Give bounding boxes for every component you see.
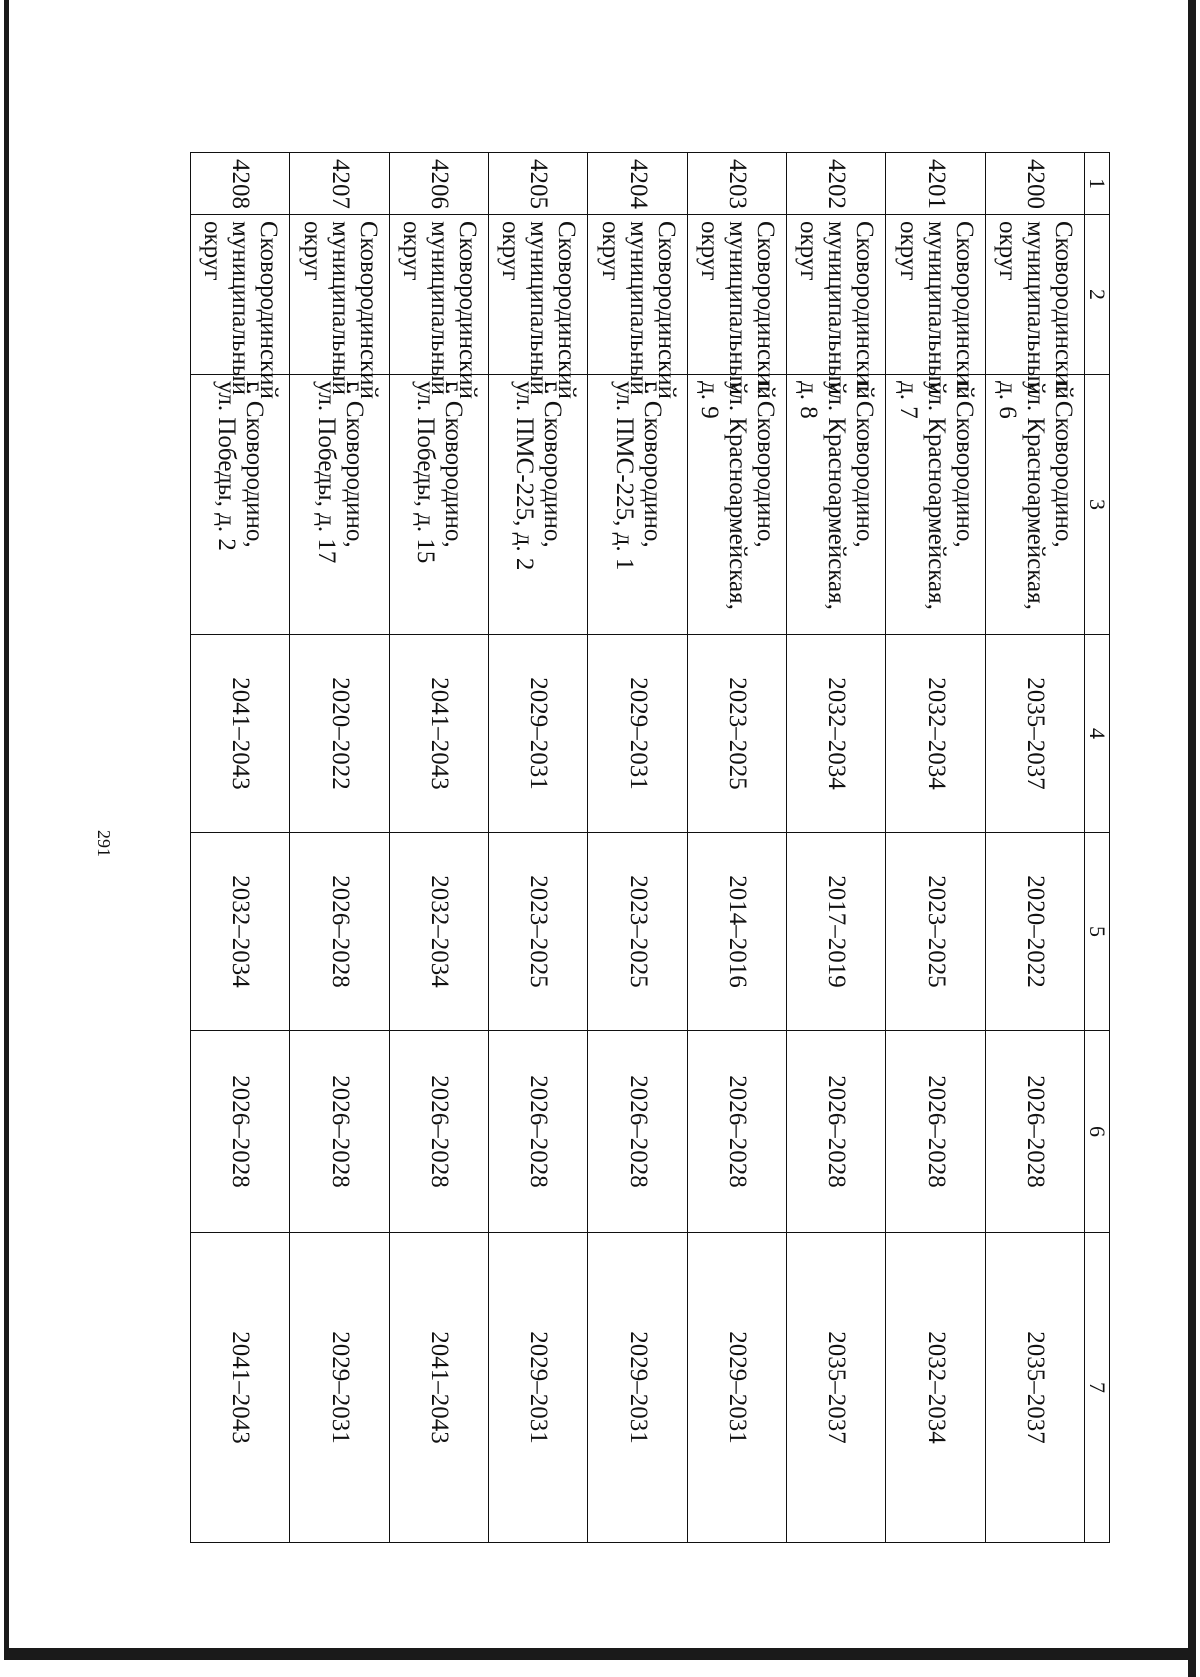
- district-line: округ: [695, 221, 723, 281]
- header-cell-5: 5: [1085, 833, 1110, 1031]
- district-line: Сковородинский: [354, 221, 382, 399]
- header-cell-3: 3: [1085, 375, 1110, 635]
- row-id-cell: 4207: [290, 153, 389, 215]
- period-cell-c4: 2020–2022: [290, 635, 389, 833]
- district-cell: [489, 215, 588, 399]
- district-line: Сковородинский: [652, 221, 680, 399]
- period-cell-c4: 2041–2043: [191, 635, 290, 833]
- table-row: [886, 153, 985, 1543]
- table-row: [985, 153, 1084, 1543]
- header-cell-6: 6: [1085, 1031, 1110, 1233]
- district-line: муниципальный: [922, 221, 950, 395]
- period-cell-c4: 2029–2031: [489, 635, 588, 833]
- period-cell-c6: 2026–2028: [687, 1031, 786, 1233]
- district-line: муниципальный: [823, 221, 851, 395]
- district-line: Сковородинский: [950, 221, 978, 399]
- header-cell-7: 7: [1085, 1233, 1110, 1543]
- address-line: д. 8: [795, 381, 823, 419]
- period-cell-c6: 2026–2028: [489, 1031, 588, 1233]
- address-line: ул. ПМС-225, д. 1: [610, 381, 638, 571]
- address-line: ул. Красноармейская,: [922, 381, 950, 610]
- period-cell-c7: 2032–2034: [886, 1233, 985, 1543]
- district-line: округ: [894, 221, 922, 281]
- district-line: Сковородинский: [751, 221, 779, 399]
- table-row: [290, 153, 389, 1543]
- address-cell: [191, 375, 290, 635]
- row-id-cell: 4203: [687, 153, 786, 215]
- period-cell-c5: 2023–2025: [489, 833, 588, 1031]
- district-line: Сковородинский: [1049, 221, 1077, 399]
- district-line: муниципальный: [723, 221, 751, 395]
- table-row: [687, 153, 786, 1543]
- row-id-cell: 4202: [787, 153, 886, 215]
- table-row: [389, 153, 488, 1543]
- header-cell-4: 4: [1085, 635, 1110, 833]
- scan-edge-bottom: [4, 1648, 1196, 1660]
- address-line: ул. ПМС-225, д. 2: [511, 381, 539, 571]
- address-line: г. Сковородино,: [851, 381, 879, 548]
- period-cell-c7: 2029–2031: [489, 1233, 588, 1543]
- address-line: г. Сковородино,: [751, 381, 779, 548]
- address-line: д. 6: [993, 381, 1021, 419]
- address-line: ул. Красноармейская,: [1021, 381, 1049, 610]
- period-cell-c5: 2032–2034: [389, 833, 488, 1031]
- address-cell: [787, 375, 886, 635]
- district-line: Сковородинский: [255, 221, 283, 399]
- period-cell-c5: 2017–2019: [787, 833, 886, 1031]
- table-row: [588, 153, 687, 1543]
- row-id-cell: 4208: [191, 153, 290, 215]
- district-cell: [886, 215, 985, 399]
- header-cell-2: 2: [1085, 215, 1110, 375]
- period-cell-c6: 2026–2028: [290, 1031, 389, 1233]
- row-id-cell: 4201: [886, 153, 985, 215]
- address-line: ул. Победы, д. 17: [312, 381, 340, 564]
- table-row: [191, 153, 290, 1543]
- header-row: [1085, 153, 1110, 1543]
- period-cell-c7: 2041–2043: [389, 1233, 488, 1543]
- period-cell-c6: 2026–2028: [191, 1031, 290, 1233]
- district-line: муниципальный: [525, 221, 553, 395]
- district-cell: [290, 215, 389, 399]
- row-id-cell: 4205: [489, 153, 588, 215]
- period-cell-c4: 2029–2031: [588, 635, 687, 833]
- address-cell: [389, 375, 488, 635]
- district-cell: [389, 215, 488, 399]
- table-body: [191, 153, 1085, 1543]
- table-row: [489, 153, 588, 1543]
- district-line: муниципальный: [425, 221, 453, 395]
- address-line: ул. Победы, д. 2: [213, 381, 241, 551]
- period-cell-c7: 2041–2043: [191, 1233, 290, 1543]
- period-cell-c4: 2041–2043: [389, 635, 488, 833]
- period-cell-c5: 2014–2016: [687, 833, 786, 1031]
- district-line: Сковородинский: [553, 221, 581, 399]
- district-line: Сковородинский: [453, 221, 481, 399]
- address-line: д. 9: [695, 381, 723, 419]
- address-line: ул. Победы, д. 15: [411, 381, 439, 564]
- row-id-cell: 4206: [389, 153, 488, 215]
- district-line: муниципальный: [1021, 221, 1049, 395]
- address-line: г. Сковородино,: [950, 381, 978, 548]
- district-line: Сковородинский: [851, 221, 879, 399]
- district-line: муниципальный: [326, 221, 354, 395]
- header-cell-1: 1: [1085, 153, 1110, 215]
- district-line: округ: [993, 221, 1021, 281]
- address-line: ул. Красноармейская,: [823, 381, 851, 610]
- scan-edge-right: [1188, 0, 1196, 1677]
- period-cell-c7: 2035–2037: [787, 1233, 886, 1543]
- address-line: г. Сковородино,: [241, 381, 269, 548]
- address-line: г. Сковородино,: [539, 381, 567, 548]
- page-number: 291: [94, 830, 114, 857]
- district-cell: [687, 215, 786, 399]
- period-cell-c6: 2026–2028: [985, 1031, 1084, 1233]
- period-cell-c5: 2023–2025: [886, 833, 985, 1031]
- period-cell-c5: 2020–2022: [985, 833, 1084, 1031]
- address-cell: [886, 375, 985, 635]
- period-cell-c6: 2026–2028: [886, 1031, 985, 1233]
- address-cell: [985, 375, 1084, 635]
- district-line: муниципальный: [624, 221, 652, 395]
- district-cell: [787, 215, 886, 399]
- period-cell-c6: 2026–2028: [787, 1031, 886, 1233]
- district-line: округ: [298, 221, 326, 281]
- rotated-table-container: [190, 152, 1110, 1542]
- period-cell-c5: 2023–2025: [588, 833, 687, 1031]
- district-line: округ: [397, 221, 425, 281]
- row-id-cell: 4200: [985, 153, 1084, 215]
- district-cell: [985, 215, 1084, 399]
- address-cell: [588, 375, 687, 635]
- scan-edge-left: [4, 0, 9, 1650]
- period-cell-c7: 2035–2037: [985, 1233, 1084, 1543]
- address-cell: [290, 375, 389, 635]
- period-cell-c6: 2026–2028: [588, 1031, 687, 1233]
- period-cell-c7: 2029–2031: [588, 1233, 687, 1543]
- address-line: д. 7: [894, 381, 922, 419]
- district-cell: [588, 215, 687, 399]
- district-line: округ: [497, 221, 525, 281]
- district-line: округ: [596, 221, 624, 281]
- period-cell-c6: 2026–2028: [389, 1031, 488, 1233]
- address-line: г. Сковородино,: [439, 381, 467, 548]
- address-line: г. Сковородино,: [340, 381, 368, 548]
- period-cell-c5: 2032–2034: [191, 833, 290, 1031]
- district-line: округ: [199, 221, 227, 281]
- district-cell: [191, 215, 290, 399]
- period-cell-c5: 2026–2028: [290, 833, 389, 1031]
- period-cell-c7: 2029–2031: [290, 1233, 389, 1543]
- address-cell: [687, 375, 786, 635]
- registry-table: [190, 152, 1110, 1543]
- district-line: округ: [795, 221, 823, 281]
- address-line: г. Сковородино,: [1049, 381, 1077, 548]
- district-line: муниципальный: [227, 221, 255, 395]
- period-cell-c4: 2032–2034: [787, 635, 886, 833]
- period-cell-c4: 2023–2025: [687, 635, 786, 833]
- table-row: [787, 153, 886, 1543]
- address-line: г. Сковородино,: [638, 381, 666, 548]
- period-cell-c7: 2029–2031: [687, 1233, 786, 1543]
- period-cell-c4: 2032–2034: [886, 635, 985, 833]
- row-id-cell: 4204: [588, 153, 687, 215]
- address-cell: [489, 375, 588, 635]
- period-cell-c4: 2035–2037: [985, 635, 1084, 833]
- address-line: ул. Красноармейская,: [723, 381, 751, 610]
